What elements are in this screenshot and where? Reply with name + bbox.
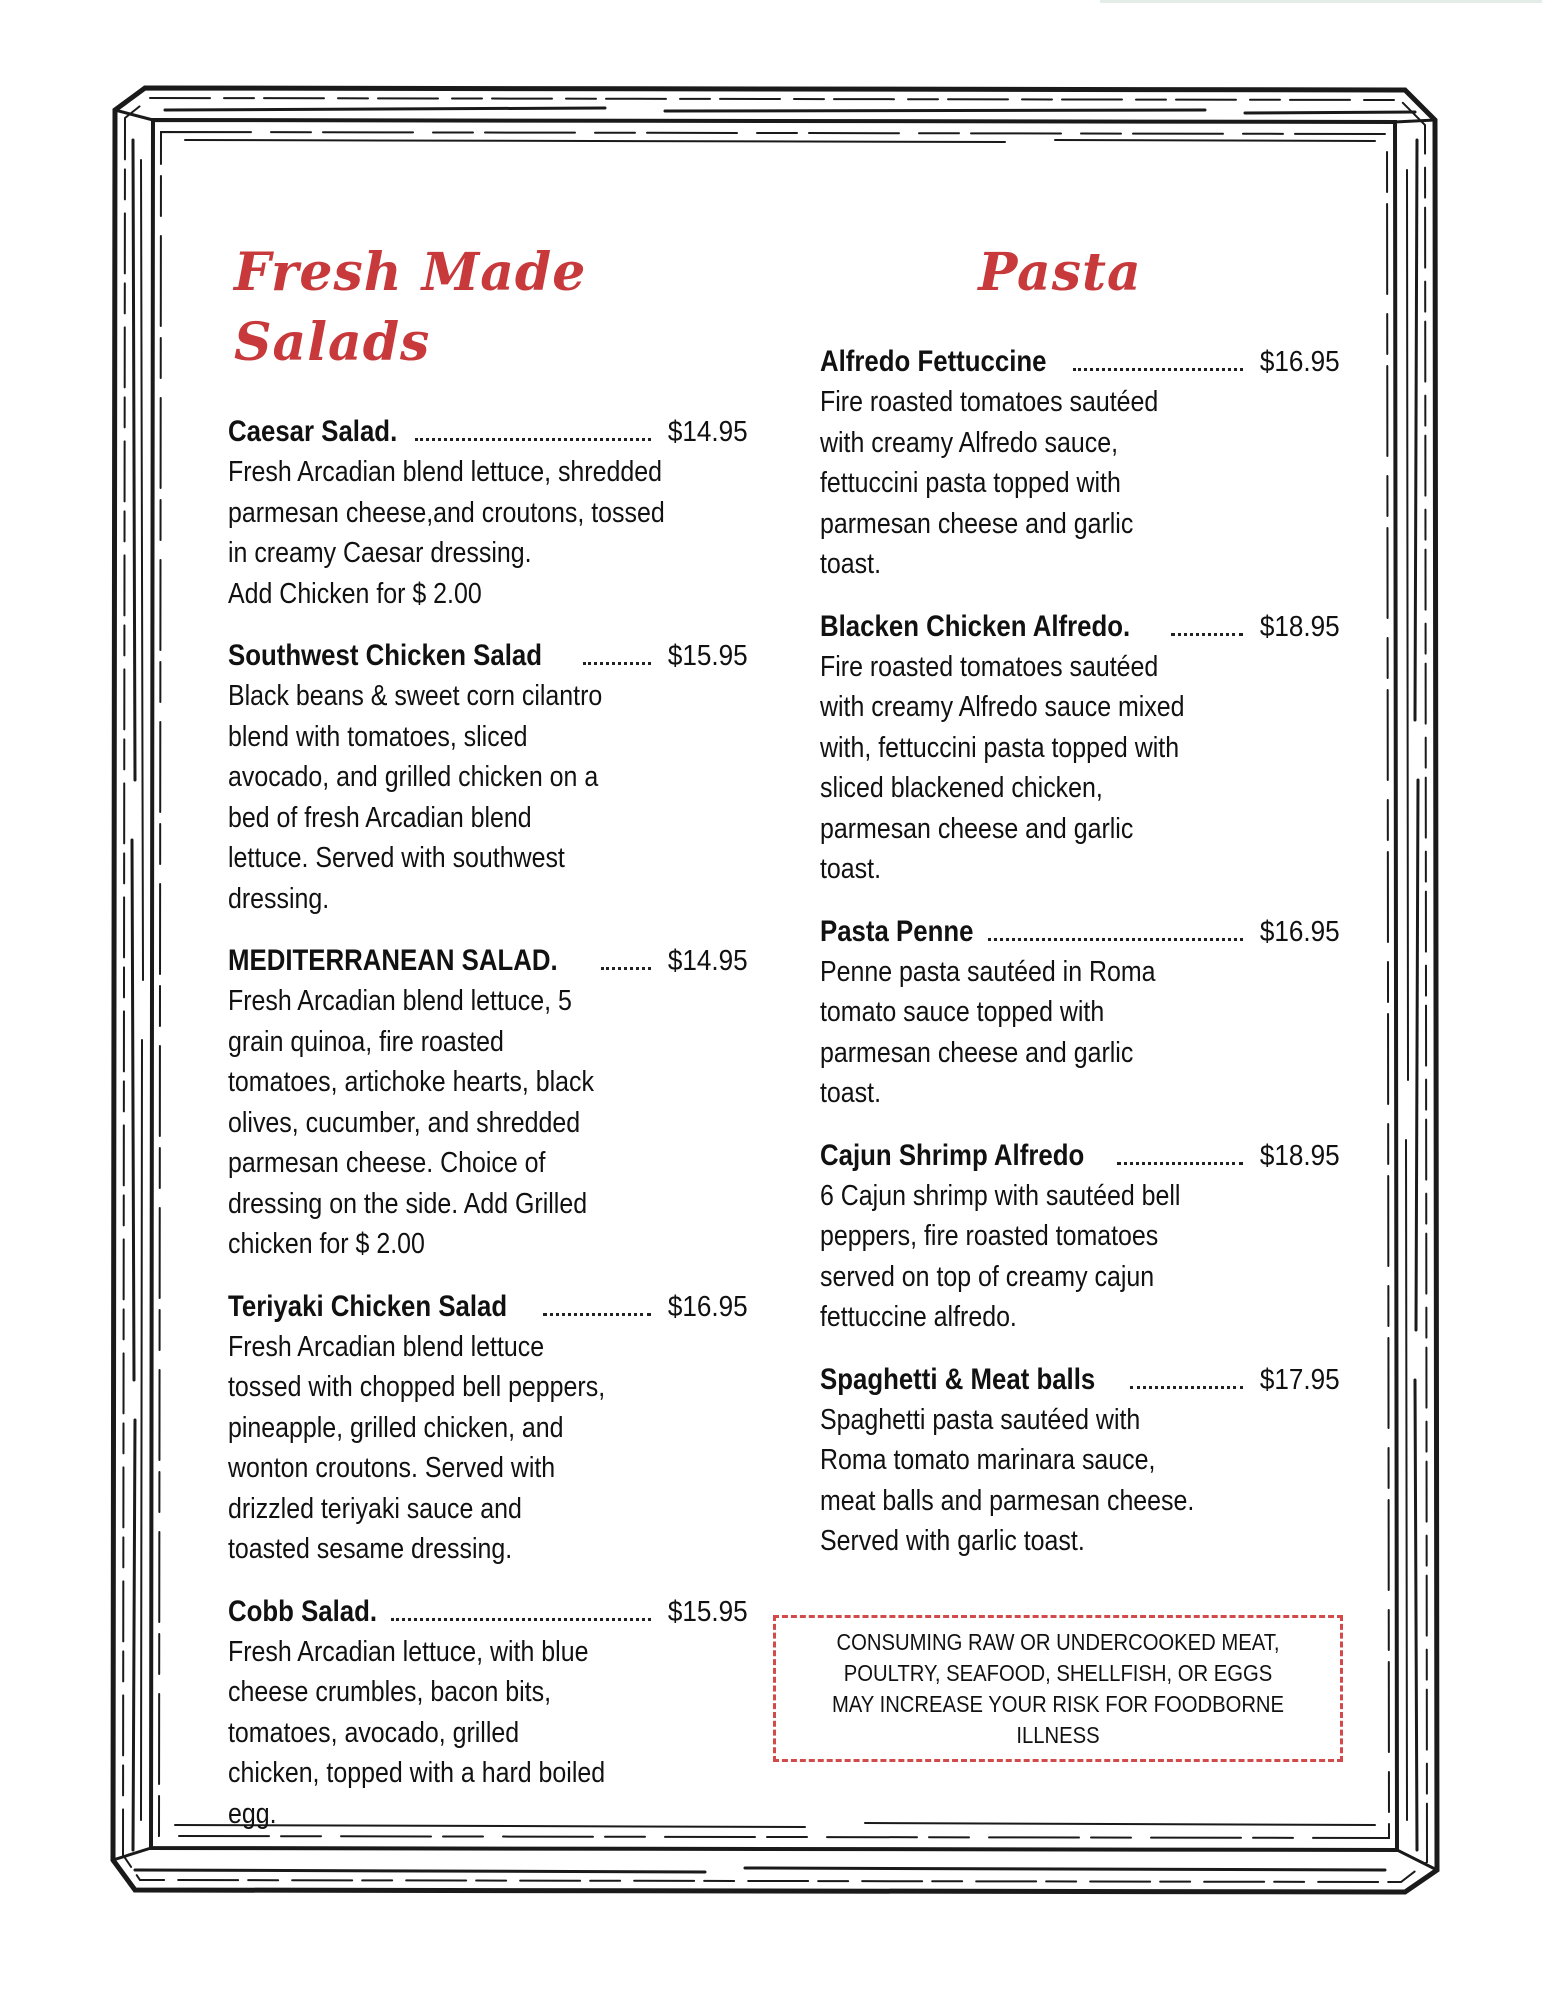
- salads-column: [228, 238, 748, 1856]
- item-description: 6 Cajun shrimp with sautéed bell peppers, fire roasted tomatoes served on top of creamy cajun fettuccine alfredo.: [820, 1179, 1181, 1333]
- item-price: $18.95: [1260, 1139, 1340, 1172]
- pasta-heading: Pasta: [978, 242, 1142, 303]
- item-name: Spaghetti & Meat balls: [820, 1362, 1096, 1396]
- item-header: [228, 636, 748, 676]
- dot-leader: [1171, 632, 1244, 636]
- item-header: [820, 607, 1340, 647]
- item-header: [820, 912, 1340, 952]
- item-description: Fire roasted tomatoes sautéed with creamy Alfredo sauce, fettuccini pasta topped with parmesan cheese and garlic toast.: [820, 386, 1159, 580]
- dot-leader: [1073, 367, 1243, 371]
- item-price: $15.95: [668, 640, 748, 672]
- item-description: Black beans & sweet corn cilantro blend with tomatoes, sliced avocado, and grilled chicken on a bed of fresh Arcadian blend lettuce. Served with southwest dressing.: [228, 680, 603, 915]
- item-header: [228, 941, 748, 981]
- top-rule: [1100, 0, 1542, 3]
- dot-leader: [543, 1312, 652, 1316]
- item-header: [228, 412, 748, 452]
- item-name: Southwest Chicken Salad: [228, 639, 542, 672]
- dot-leader: [415, 437, 652, 441]
- menu-item-pasta-penne: [820, 912, 1340, 1114]
- item-price: $17.95: [1260, 1363, 1340, 1396]
- menu-item-caesar-salad: [228, 412, 748, 614]
- menu-item-cobb-salad: [228, 1592, 748, 1835]
- menu-item-southwest-chicken-salad: [228, 636, 748, 919]
- item-price: $14.95: [668, 416, 748, 448]
- item-header: [820, 1360, 1340, 1400]
- item-name: Cajun Shrimp Alfredo: [820, 1138, 1085, 1172]
- item-name: Blacken Chicken Alfredo.: [820, 609, 1131, 643]
- dot-leader: [601, 966, 651, 970]
- item-header: [820, 342, 1340, 382]
- item-price: $16.95: [668, 1290, 748, 1323]
- menu-item-blacken-chicken-alfredo: [820, 607, 1340, 890]
- dot-leader: [1130, 1385, 1243, 1389]
- item-name: Pasta Penne: [820, 914, 974, 948]
- item-price: $14.95: [668, 945, 748, 977]
- item-name: Alfredo Fettuccine: [820, 345, 1047, 378]
- menu-item-cajun-shrimp-alfredo: [820, 1136, 1340, 1338]
- item-price: $16.95: [1260, 915, 1340, 948]
- item-header: [820, 1136, 1340, 1176]
- item-header: [228, 1287, 748, 1327]
- item-name: Teriyaki Chicken Salad: [228, 1289, 508, 1323]
- item-price: $16.95: [1260, 346, 1340, 378]
- item-price: $15.95: [668, 1595, 748, 1628]
- salads-heading: Fresh Made Salads: [234, 242, 587, 373]
- item-header: [228, 1592, 748, 1632]
- menu-item-mediterranean-salad: [228, 941, 748, 1265]
- dot-leader: [988, 937, 1243, 941]
- menu-item-teriyaki-chicken-salad: [228, 1287, 748, 1570]
- item-name: MEDITERRANEAN SALAD.: [228, 944, 558, 977]
- item-description: Fresh Arcadian blend lettuce, shredded parmesan cheese,and croutons, tossed in creamy Caesar dressing. Add Chicken for $ 2.00: [228, 456, 665, 610]
- item-description: Fire roasted tomatoes sautéed with creamy Alfredo sauce mixed with, fettuccini pasta topped with sliced blackened chicken, parmesan cheese and garlic toast.: [820, 650, 1185, 885]
- food-safety-warning: [773, 1615, 1343, 1762]
- item-name: Caesar Salad.: [228, 415, 398, 448]
- item-name: Cobb Salad.: [228, 1594, 378, 1628]
- dot-leader: [391, 1617, 651, 1621]
- item-price: $18.95: [1260, 610, 1340, 643]
- menu-item-spaghetti-meat-balls: [820, 1360, 1340, 1562]
- item-description: Fresh Arcadian lettuce, with blue cheese crumbles, bacon bits, tomatoes, avocado, grilled chicken, topped with a hard boiled egg.: [228, 1635, 606, 1830]
- warning-text: CONSUMING RAW OR UNDERCOOKED MEAT, POULTRY, SEAFOOD, SHELLFISH, OR EGGS MAY INCREASE YOUR RISK FOR FOODBORNE ILLNESS: [831, 1628, 1285, 1748]
- dot-leader: [1117, 1161, 1243, 1165]
- item-description: Spaghetti pasta sautéed with Roma tomato marinara sauce, meat balls and parmesan cheese. Served with garlic toast.: [820, 1403, 1195, 1557]
- dot-leader: [583, 661, 651, 665]
- item-description: Fresh Arcadian blend lettuce, 5 grain quinoa, fire roasted tomatoes, artichoke hearts, black olives, cucumber, and shredded parmesan cheese. Choice of dressing on the side. Add Grilled chicken for $ 2.00: [228, 985, 594, 1260]
- menu-item-alfredo-fettuccine: [820, 342, 1340, 585]
- pasta-column: [820, 238, 1340, 1584]
- item-description: Penne pasta sautéed in Roma tomato sauce topped with parmesan cheese and garlic toast.: [820, 955, 1156, 1109]
- item-description: Fresh Arcadian blend lettuce tossed with chopped bell peppers, pineapple, grilled chicken, and wonton croutons. Served with drizzled teriyaki sauce and toasted sesame dressing.: [228, 1330, 606, 1565]
